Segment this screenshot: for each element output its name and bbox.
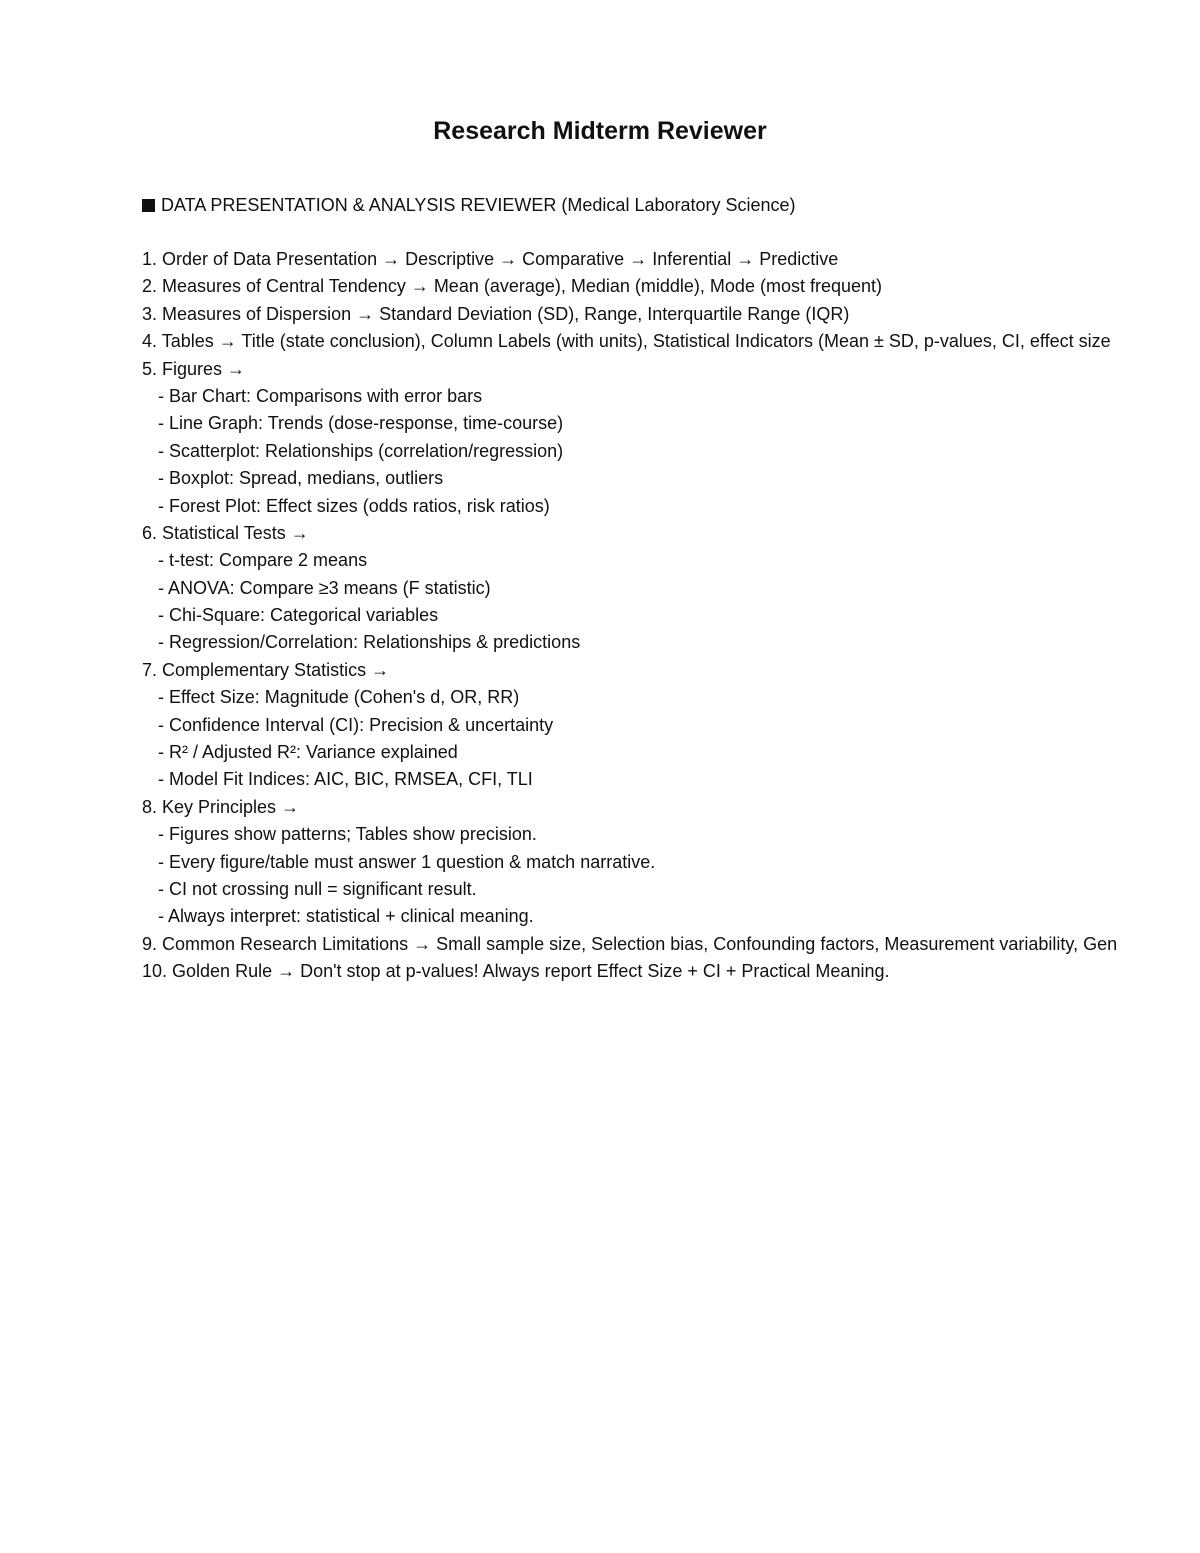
document-title: Research Midterm Reviewer <box>433 117 767 145</box>
list-item: 6. Statistical Tests → <box>142 522 309 543</box>
list-subitem: - CI not crossing null = significant result. <box>158 878 477 899</box>
list-item: 2. Measures of Central Tendency → Mean (average), Median (middle), Mode (most frequent) <box>142 276 883 297</box>
list-subitem: - Scatterplot: Relationships (correlation/regression) <box>158 440 564 461</box>
list-subitem: - R² / Adjusted R²: Variance explained <box>158 742 458 763</box>
list-subitem: - Bar Chart: Comparisons with error bars <box>158 385 483 406</box>
list-item: 4. Tables → Title (state conclusion), Column Labels (with units), Statistical Indicators (Mean ± SD, p-values, CI, effect size <box>142 331 1111 352</box>
list-subitem: - t-test: Compare 2 means <box>158 550 368 571</box>
list-subitem: - Model Fit Indices: AIC, BIC, RMSEA, CFI, TLI <box>158 769 533 790</box>
list-subitem: - Forest Plot: Effect sizes (odds ratios, risk ratios) <box>158 495 550 516</box>
list-item: 5. Figures → <box>142 358 246 379</box>
list-subitem: - Confidence Interval (CI): Precision & uncertainty <box>158 714 554 735</box>
list-subitem: - Effect Size: Magnitude (Cohen's d, OR, RR) <box>158 687 520 708</box>
list-item: 8. Key Principles → <box>142 796 300 817</box>
list-subitem: - Always interpret: statistical + clinical meaning. <box>158 906 534 927</box>
list-subitem: - Line Graph: Trends (dose-response, time-course) <box>158 413 564 434</box>
list-subitem: - ANOVA: Compare ≥3 means (F statistic) <box>158 577 491 598</box>
list-subitem: - Boxplot: Spread, medians, outliers <box>158 468 444 489</box>
list-item: 10. Golden Rule → Don't stop at p-values! Always report Effect Size + CI + Practical Meaning. <box>142 961 890 982</box>
list-subitem: - Figures show patterns; Tables show precision. <box>158 824 537 845</box>
list-item: 7. Complementary Statistics → <box>142 659 390 680</box>
list-item: 9. Common Research Limitations → Small sample size, Selection bias, Confounding factors, Measurement variability, Gen <box>142 933 1118 954</box>
section-header <box>142 192 796 219</box>
list-subitem: - Every figure/table must answer 1 question & match narrative. <box>158 851 656 872</box>
list-subitem: - Regression/Correlation: Relationships & predictions <box>158 632 581 653</box>
list-subitem: - Chi-Square: Categorical variables <box>158 605 439 626</box>
black-square-icon <box>142 199 155 212</box>
list-item: 1. Order of Data Presentation → Descriptive → Comparative → Inferential → Predictive <box>142 249 839 269</box>
section-header-text: DATA PRESENTATION & ANALYSIS REVIEWER (Medical Laboratory Science) <box>161 195 796 215</box>
reviewer-list <box>142 246 1200 986</box>
list-item: 3. Measures of Dispersion → Standard Deviation (SD), Range, Interquartile Range (IQR) <box>142 303 850 324</box>
